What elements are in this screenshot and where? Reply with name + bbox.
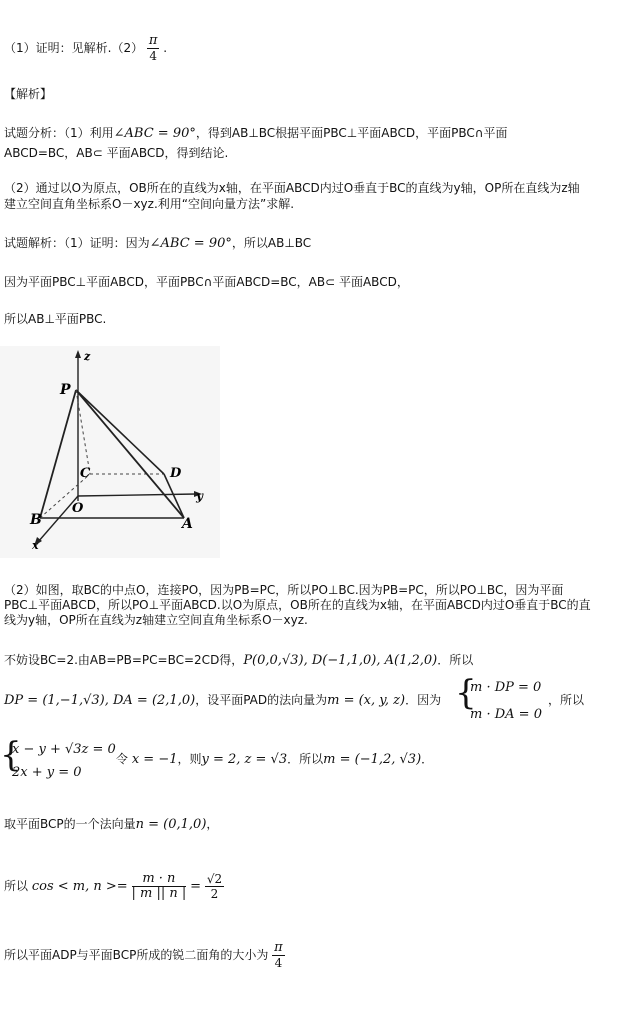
equation-2: 2x + y = 0 <box>12 765 82 780</box>
condition-brace: { <box>455 673 477 713</box>
equation-1: x − y + √3z = 0 <box>12 742 116 757</box>
sqrt2-fraction: $\frac{√2}{2}$ <box>206 872 223 901</box>
condition-2: m · DA = 0 <box>470 707 542 722</box>
solution-line-2: 因为平面PBC⊥平面ABCD，平面PBC∩平面ABCD=BC，AB⊂ 平面ABCD， <box>4 275 409 289</box>
label-x: x <box>32 539 39 552</box>
answer-text: （1）证明：见解析.（2） <box>4 41 144 55</box>
answer-line: （1）证明：见解析.（2） $\frac{\pi}{4}$ . <box>4 33 168 63</box>
part2-line-2: PBC⊥平面ABCD，所以PO⊥平面ABCD.以O为原点，OB所在的直线为x轴，在平面ABCD内过O垂直于BC的直 <box>4 598 591 612</box>
solution-line-3: 所以AB⊥平面PBC. <box>4 312 107 326</box>
cosine-line: 所以 cos < m, n >= $\frac{m \cdot n}{| m || n |}$ = $\frac{√2}{2}$ <box>4 871 223 901</box>
label-z: z <box>84 350 91 363</box>
hint-line-1: 试题分析：（1）利用∠ABC = 90°，得到AB⊥BC根据平面PBC⊥平面ABCD，平面PBC∩平面 <box>4 126 508 141</box>
label-P: P <box>60 382 71 398</box>
normal-n-line: 取平面BCP的一个法向量n = (0,1,0)， <box>4 817 219 832</box>
label-B: B <box>30 512 42 528</box>
hint-line-4: 建立空间直角坐标系O－xyz.利用“空间向量方法”求解. <box>4 197 295 211</box>
vector-line: DP = (1,−1,√3), DA = (2,1,0)，设平面PAD的法向量为m = (x, y, z)．因为 <box>4 693 442 708</box>
label-C: C <box>80 466 91 481</box>
hint-line-2: ABCD=BC，AB⊂ 平面ABCD，得到结论. <box>4 146 229 160</box>
final-fraction: $\frac{\pi}{4}$ <box>274 940 283 970</box>
part2-line-3: 线为y轴，OP所在直线为z轴建立空间直角坐标系O－xyz. <box>4 613 308 627</box>
pyramid-figure <box>0 346 220 558</box>
system-brace: { <box>0 735 22 775</box>
final-line: 所以平面ADP与平面BCP所成的锐二面角的大小为 $\frac{\pi}{4}$ <box>4 940 283 970</box>
assume-line: 不妨设BC=2.由AB=PB=PC=BC=2CD得，P(0,0,√3), D(−1,1,0), A(1,2,0)．所以 <box>4 653 474 668</box>
label-D: D <box>170 466 182 481</box>
solution-line-1: 试题解析：（1）证明：因为∠ABC = 90°，所以AB⊥BC <box>4 236 312 251</box>
solve-line: 令 x = −1，则y = 2, z = √3．所以m = (−1,2, √3)． <box>116 752 434 767</box>
cosine-fraction: $\frac{m \cdot n}{| m || n |}$ <box>131 871 187 901</box>
hint-line-3: （2）通过以O为原点，OB所在的直线为x轴，在平面ABCD内过O垂直于BC的直线为y轴，OP所在直线为z轴 <box>4 181 580 195</box>
analysis-heading: 【解析】 <box>4 87 53 101</box>
answer-fraction: $\frac{\pi}{4}$ <box>148 33 158 63</box>
label-y: y <box>196 489 203 503</box>
so-text: ，所以 <box>548 693 585 707</box>
label-O: O <box>72 501 84 516</box>
part2-line-1: （2）如图，取BC的中点O，连接PO，因为PB=PC，所以PO⊥BC.因为PB=PC，所以PO⊥BC，因为平面 <box>4 583 564 597</box>
condition-1: m · DP = 0 <box>470 680 542 695</box>
label-A: A <box>182 516 193 532</box>
